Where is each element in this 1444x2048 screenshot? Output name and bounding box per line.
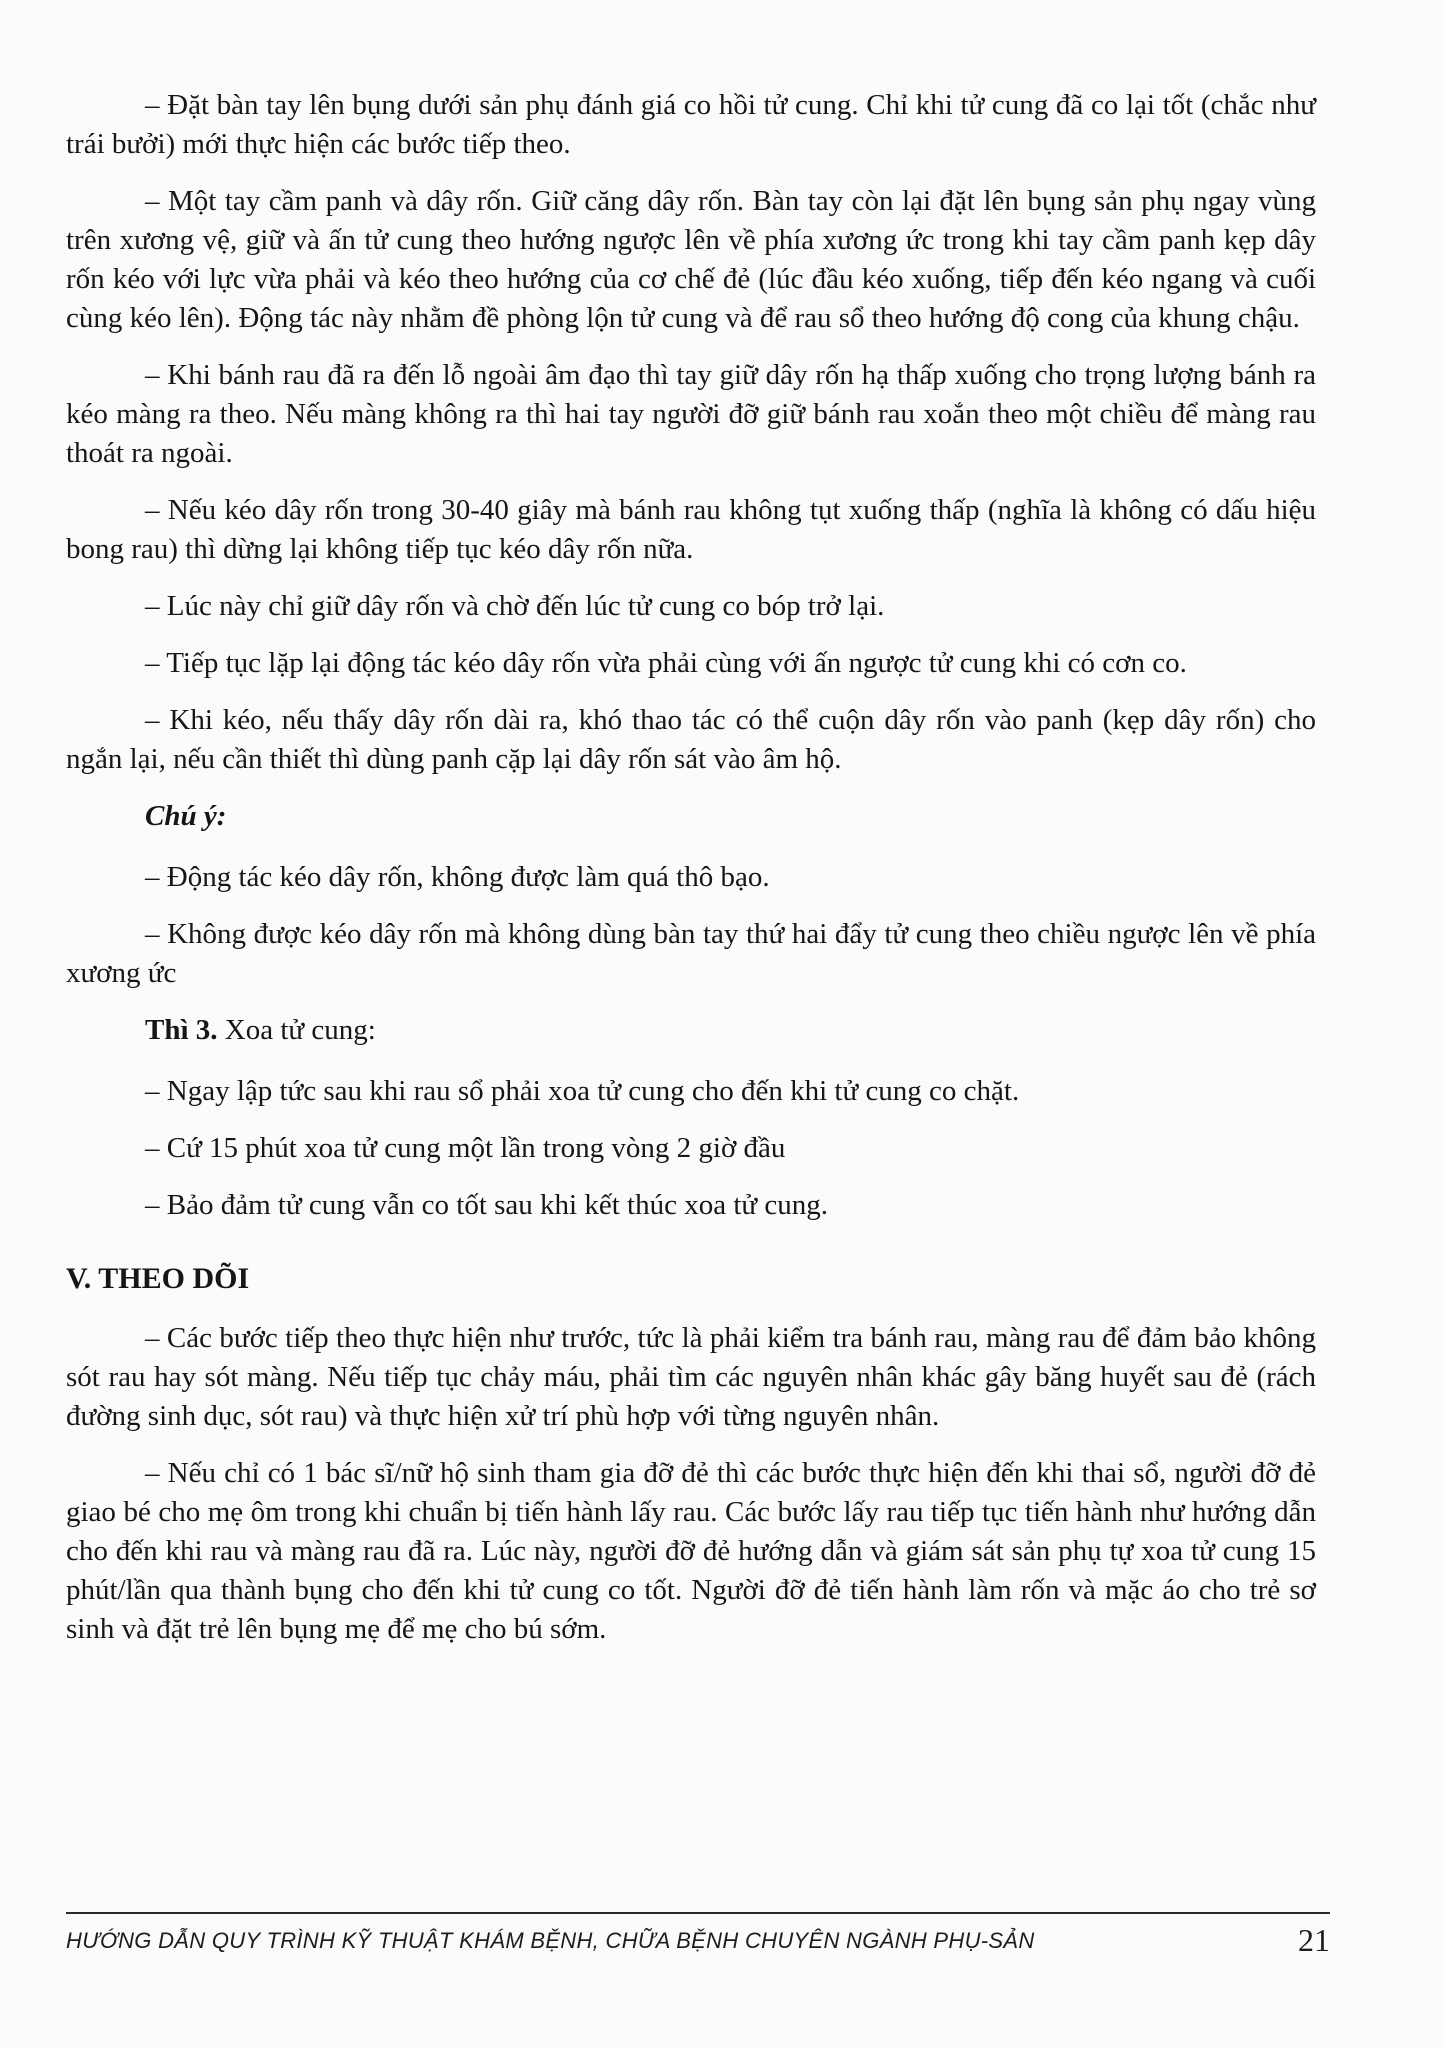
paragraph-roll-cord: – Khi kéo, nếu thấy dây rốn dài ra, khó thao tác có thể cuộn dây rốn vào panh (kẹp dây rốn) cho ngắn lại, nếu cần thiết thì dùng panh cặp lại dây rốn sát vào âm hộ. <box>66 704 1316 775</box>
step3-item: – Ngay lập tức sau khi rau sổ phải xoa tử cung cho đến khi tử cung co chặt. <box>145 1075 1020 1107</box>
footer-divider <box>66 1912 1330 1914</box>
section-paragraph: – Nếu chỉ có 1 bác sĩ/nữ hộ sinh tham gia đỡ đẻ thì các bước thực hiện đến khi thai sổ, người đỡ đẻ giao bé cho mẹ ôm trong khi chuẩn bị tiến hành lấy rau. Các bước lấy rau tiếp tục tiến hành như hướng dẫn cho đến khi rau và màng rau đã ra. Lúc này, người đỡ đẻ hướng dẫn và giám sát sản phụ tự xoa tử cung 15 phút/lần qua thành bụng cho đến khi tử cung co tốt. Người đỡ đẻ tiến hành làm rốn và mặc áo cho trẻ sơ sinh và đặt trẻ lên bụng mẹ để mẹ cho bú sớm. <box>66 1457 1316 1645</box>
page-number: 21 <box>1298 1922 1330 1958</box>
note-title: Chú ý: <box>145 800 227 832</box>
step3-label: Thì 3. <box>145 1014 218 1046</box>
section-heading: V. THEO DÕI <box>66 1262 250 1295</box>
note-item: – Động tác kéo dây rốn, không được làm quá thô bạo. <box>145 861 770 893</box>
paragraph-controlled-cord-traction: – Một tay cầm panh và dây rốn. Giữ căng dây rốn. Bàn tay còn lại đặt lên bụng sản phụ ngay vùng trên xương vệ, giữ và ấn tử cung theo hướng ngược lên về phía xương ức trong khi tay cầm panh kẹp dây rốn kéo với lực vừa phải và kéo theo hướng của cơ chế đẻ (lúc đầu kéo xuống, tiếp đến kéo ngang và cuối cùng kéo lên). Động tác này nhằm đề phòng lộn tử cung và để rau sổ theo hướng độ cong của khung chậu. <box>66 185 1316 334</box>
paragraph-stop-traction: – Nếu kéo dây rốn trong 30-40 giây mà bánh rau không tụt xuống thấp (nghĩa là không có dấu hiệu bong rau) thì dừng lại không tiếp tục kéo dây rốn nữa. <box>66 494 1316 565</box>
step3-heading <box>145 1011 1316 1050</box>
step3-item: – Cứ 15 phút xoa tử cung một lần trong vòng 2 giờ đầu <box>145 1132 786 1164</box>
paragraph-placenta-delivery: – Khi bánh rau đã ra đến lỗ ngoài âm đạo thì tay giữ dây rốn hạ thấp xuống cho trọng lượng bánh ra kéo màng ra theo. Nếu màng không ra thì hai tay người đỡ giữ bánh rau xoắn theo một chiều để màng rau thoát ra ngoài. <box>66 359 1316 469</box>
footer-title: HƯỚNG DẪN QUY TRÌNH KỸ THUẬT KHÁM BỆNH, CHỮA BỆNH CHUYÊN NGÀNH PHỤ-SẢN <box>66 1928 1035 1953</box>
note-item: – Không được kéo dây rốn mà không dùng bàn tay thứ hai đẩy tử cung theo chiều ngược lên về phía xương ức <box>66 918 1316 989</box>
step3-item: – Bảo đảm tử cung vẫn co tốt sau khi kết thúc xoa tử cung. <box>145 1189 828 1221</box>
paragraph-wait-contraction: – Lúc này chỉ giữ dây rốn và chờ đến lúc tử cung co bóp trở lại. <box>145 590 885 622</box>
step3-text: Xoa tử cung: <box>217 1014 376 1046</box>
section-paragraph: – Các bước tiếp theo thực hiện như trước, tức là phải kiểm tra bánh rau, màng rau để đảm bảo không sót rau hay sót màng. Nếu tiếp tục chảy máu, phải tìm các nguyên nhân khác gây băng huyết sau đẻ (rách đường sinh dục, sót rau) và thực hiện xử trí phù hợp với từng nguyên nhân. <box>66 1322 1316 1432</box>
paragraph-assess-uterus: – Đặt bàn tay lên bụng dưới sản phụ đánh giá co hồi tử cung. Chỉ khi tử cung đã co lại tốt (chắc như trái bưởi) mới thực hiện các bước tiếp theo. <box>66 89 1316 160</box>
document-page <box>66 86 1316 1667</box>
paragraph-repeat-traction: – Tiếp tục lặp lại động tác kéo dây rốn vừa phải cùng với ấn ngược tử cung khi có cơn co. <box>145 647 1187 679</box>
